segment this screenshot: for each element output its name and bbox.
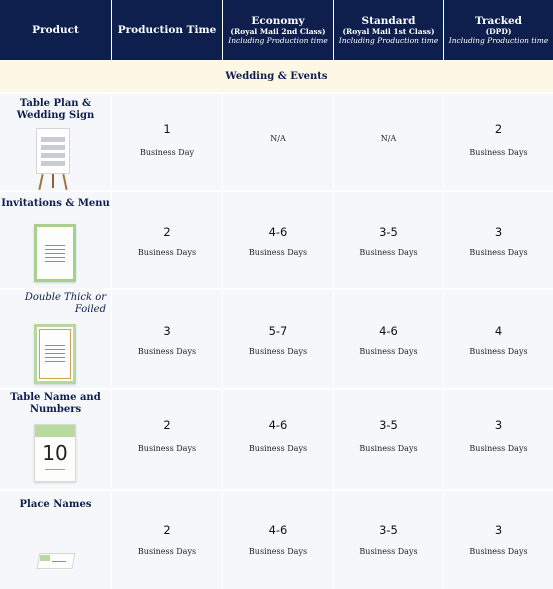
production-value: 2 [163,418,171,432]
table-row [0,489,553,589]
tracked-unit: Business Days [469,547,528,556]
product-name: Double Thick or Foiled [24,292,106,315]
product-cell [0,92,111,190]
production-value: 2 [163,523,171,537]
header-tracked-title: Tracked [474,15,523,27]
tracked-value: 3 [494,418,503,432]
economy-value: 4-6 [268,225,288,239]
economy-cell [222,190,333,288]
header-production-time-label: Production Time [117,24,217,36]
standard-cell [333,190,443,288]
header-economy [222,0,333,60]
section-heading: Wedding & Events [0,60,553,92]
production-unit: Business Days [137,347,197,356]
standard-unit: Business Days [359,444,418,453]
header-economy-title: Economy [251,15,305,27]
table-row [0,388,553,489]
tracked-unit: Business Days [469,148,528,157]
header-tracked-sub: (DPD) [485,27,512,36]
standard-unit: Business Days [359,347,418,356]
production-unit: Business Days [137,248,197,257]
table-row [0,288,553,388]
production-unit: Business Days [137,547,197,556]
standard-unit: Business Days [359,547,418,556]
standard-value: N/A [380,134,397,143]
production-cell [111,190,222,288]
tracked-cell [443,92,553,190]
table-plan-thumbnail [28,128,78,190]
economy-cell [222,388,333,489]
tracked-unit: Business Days [469,347,528,356]
product-cell [0,190,111,288]
table-number-text: 10 [42,441,68,465]
standard-cell [333,489,443,589]
table-row [0,92,553,190]
production-cell [111,489,222,589]
header-product [0,0,111,60]
production-value: 1 [163,122,171,136]
product-cell [0,388,111,489]
standard-value: 3-5 [379,523,398,537]
production-unit: Business Days [137,444,197,453]
standard-value: 3-5 [379,418,398,432]
tracked-value: 3 [494,523,503,537]
tracked-cell [443,190,553,288]
header-standard-sub: (Royal Mail 1st Class) [342,27,435,36]
invitation-thumbnail [34,224,76,282]
standard-cell [333,92,443,190]
product-name: Invitations & Menu [1,198,110,209]
header-tracked [443,0,553,60]
economy-value: 4-6 [268,418,288,432]
economy-value: N/A [270,134,286,143]
economy-cell [222,92,333,190]
economy-cell [222,288,333,388]
standard-unit: Business Days [359,248,418,257]
product-name: Table Plan & Wedding Sign [16,98,95,121]
table-row [0,190,553,288]
product-cell [0,288,111,388]
tracked-value: 4 [494,324,503,338]
production-value: 2 [163,225,171,239]
economy-unit: Business Days [248,547,308,556]
economy-unit: Business Days [248,248,308,257]
header-product-label: Product [32,24,79,36]
production-cell [111,288,222,388]
table-number-thumbnail [34,424,76,482]
production-value: 3 [163,324,171,338]
production-cell [111,92,222,190]
header-standard [333,0,443,60]
header-standard-note: Including Production time [338,36,439,45]
standard-value: 3-5 [379,225,398,239]
tracked-value: 2 [494,122,503,136]
economy-cell [222,489,333,589]
tracked-cell [443,489,553,589]
standard-cell [333,288,443,388]
product-cell [0,489,111,589]
product-name: Place Names [19,499,92,510]
header-production-time [111,0,222,60]
production-unit: Business Day [139,148,195,157]
standard-value: 4-6 [379,324,398,338]
tracked-cell [443,288,553,388]
economy-value: 4-6 [268,523,288,537]
economy-unit: Business Days [248,347,308,356]
tracked-unit: Business Days [469,444,528,453]
economy-value: 5-7 [268,324,288,338]
standard-cell [333,388,443,489]
tracked-cell [443,388,553,489]
tracked-unit: Business Days [469,248,528,257]
place-name-thumbnail [38,547,74,571]
header-standard-title: Standard [361,15,416,27]
table-header [0,0,553,60]
header-economy-sub: (Royal Mail 2nd Class) [230,27,326,36]
foiled-invitation-thumbnail [34,324,76,384]
product-name: Table Name and Numbers [10,392,101,415]
production-cell [111,388,222,489]
header-tracked-note: Including Production time [448,36,549,45]
economy-unit: Business Days [248,444,308,453]
header-economy-note: Including Production time [228,36,328,45]
tracked-value: 3 [494,225,503,239]
